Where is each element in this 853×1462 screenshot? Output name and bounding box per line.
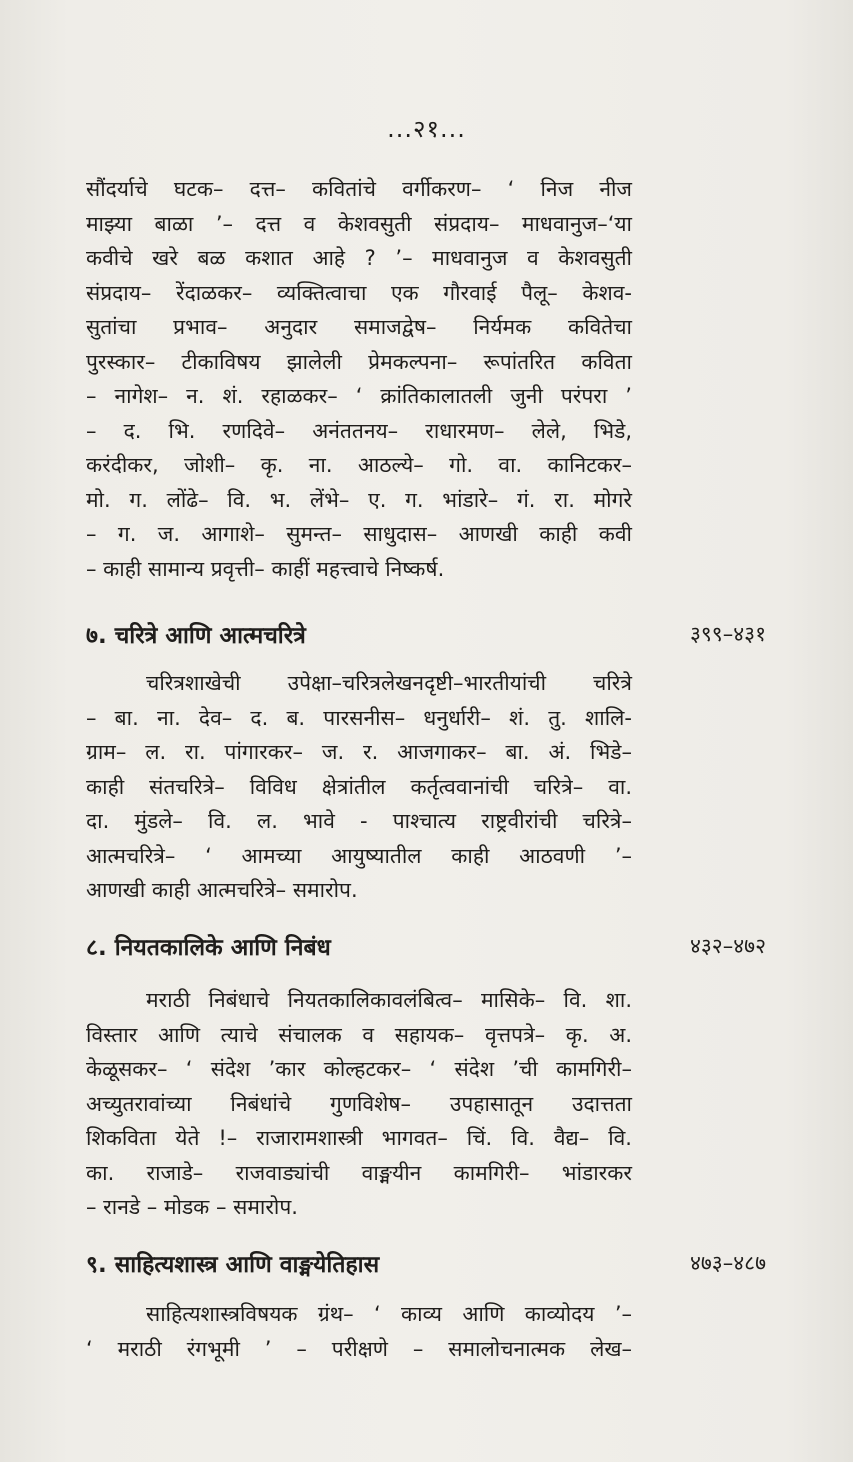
text-line: साहित्यशास्त्रविषयक ग्रंथ– ‘ काव्य आणि काव्योदय ’–: [146, 1302, 632, 1326]
intro-paragraph: [86, 172, 632, 586]
text-line: – काही सामान्य प्रवृत्ती– काहीं महत्त्वाचे निष्कर्ष.: [86, 556, 445, 581]
text-line: – द. भि. रणदिवे– अनंततनय– राधारमण– लेले, भिडे,: [86, 418, 632, 443]
text-line: काही संतचरित्रे– विविध क्षेत्रांतील कर्तृत्ववानांची चरित्रे– वा.: [86, 774, 632, 799]
page-number: ...२१...: [387, 115, 466, 143]
text-line: सुतांचा प्रभाव– अनुदार समाजद्वेष– निर्यमक कवितेचा: [86, 315, 632, 339]
text-line: संप्रदाय– रेंदाळकर– व्यक्तित्वाचा एक गौरवाई पैलू– केशव-: [86, 280, 632, 305]
text-line: करंदीकर, जोशी– कृ. ना. आठल्ये– गो. वा. कानिटकर–: [86, 453, 632, 477]
text-line: ‘ मराठी रंगभूमी ’ – परीक्षणे – समालोचनात्मक लेख–: [86, 1336, 632, 1361]
text-line: माझ्या बाळा ’– दत्त व केशवसुती संप्रदाय– माधवानुज–‘या: [86, 211, 632, 236]
chapter-page-range: ३९९–४३१: [689, 622, 766, 646]
text-line: चरित्रशाखेची उपेक्षा–चरित्रलेखनदृष्टी–भारतीयांची चरित्रे: [146, 671, 632, 695]
chapter-summary: [86, 666, 632, 908]
text-line: – बा. ना. देव– द. ब. पारसनीस– धनुर्धारी– शं. तु. शालि-: [86, 705, 632, 730]
chapter-title: ८. नियतकालिके आणि निबंध: [86, 935, 331, 961]
chapter-heading: [86, 1247, 766, 1287]
text-line: कवीचे खरे बळ कशात आहे ? ’– माधवानुज व केशवसुती: [86, 246, 632, 270]
text-line: आणखी काही आत्मचरित्रे– समारोप.: [86, 878, 358, 902]
text-line: केळूसकर– ‘ संदेश ’कार कोल्हटकर– ‘ संदेश ’ची कामगिरी–: [86, 1057, 632, 1081]
chapter-page-range: ४३२–४७२: [689, 934, 766, 958]
text-line: विस्तार आणि त्याचे संचालक व सहायक– वृत्तपत्रे– कृ. अ.: [86, 1022, 632, 1047]
text-line: ग्राम– ल. रा. पांगारकर– ज. र. आजगाकर– बा. अं. भिडे–: [86, 740, 632, 764]
text-line: का. राजाडे– राजवाड्यांची वाङ्मयीन कामगिरी– भांडारकर: [86, 1160, 632, 1185]
text-line: पुरस्कार– टीकाविषय झालेली प्रेमकल्पना– रूपांतरित कविता: [86, 349, 632, 374]
text-line: – रानडे – मोडक – समारोप.: [86, 1195, 298, 1219]
chapter-heading: [86, 618, 766, 658]
chapter-heading: [86, 930, 766, 970]
text-line: दा. मुंडले– वि. ल. भावे - पाश्चात्य राष्ट्रवीरांची चरित्रे–: [86, 809, 632, 833]
text-line: अच्युतरावांच्या निबंधांचे गुणविशेष– उपहासातून उदात्तता: [86, 1091, 632, 1116]
chapter-summary: [86, 1297, 632, 1366]
text-line: – नागेश– न. शं. रहाळकर– ‘ क्रांतिकालातली जुनी परंपरा ’: [86, 384, 632, 408]
text-line: शिकविता येते !– राजारामशास्त्री भागवत– चिं. वि. वैद्य– वि.: [86, 1126, 632, 1150]
text-line: – ग. ज. आगाशे– सुमन्त– साधुदास– आणखी काही कवी: [86, 522, 632, 546]
chapter-title: ९. साहित्यशास्त्र आणि वाङ्मयेतिहास: [86, 1252, 380, 1278]
text-line: मराठी निबंधाचे नियतकालिकावलंबित्व– मासिके– वि. शा.: [146, 988, 632, 1012]
chapter-page-range: ४७३–४८७: [689, 1251, 766, 1275]
chapter-title: ७. चरित्रे आणि आत्मचरित्रे: [86, 623, 306, 649]
text-line: आत्मचरित्रे– ‘ आमच्या आयुष्यातील काही आठवणी ’–: [86, 843, 632, 868]
chapter-summary: [86, 983, 632, 1225]
text-line: मो. ग. लोंढे– वि. भ. लेंभे– ए. ग. भांडारे– गं. रा. मोगरे: [86, 487, 632, 512]
text-line: सौंदर्याचे घटक– दत्त– कवितांचे वर्गीकरण– ‘ निज नीज: [86, 177, 632, 201]
